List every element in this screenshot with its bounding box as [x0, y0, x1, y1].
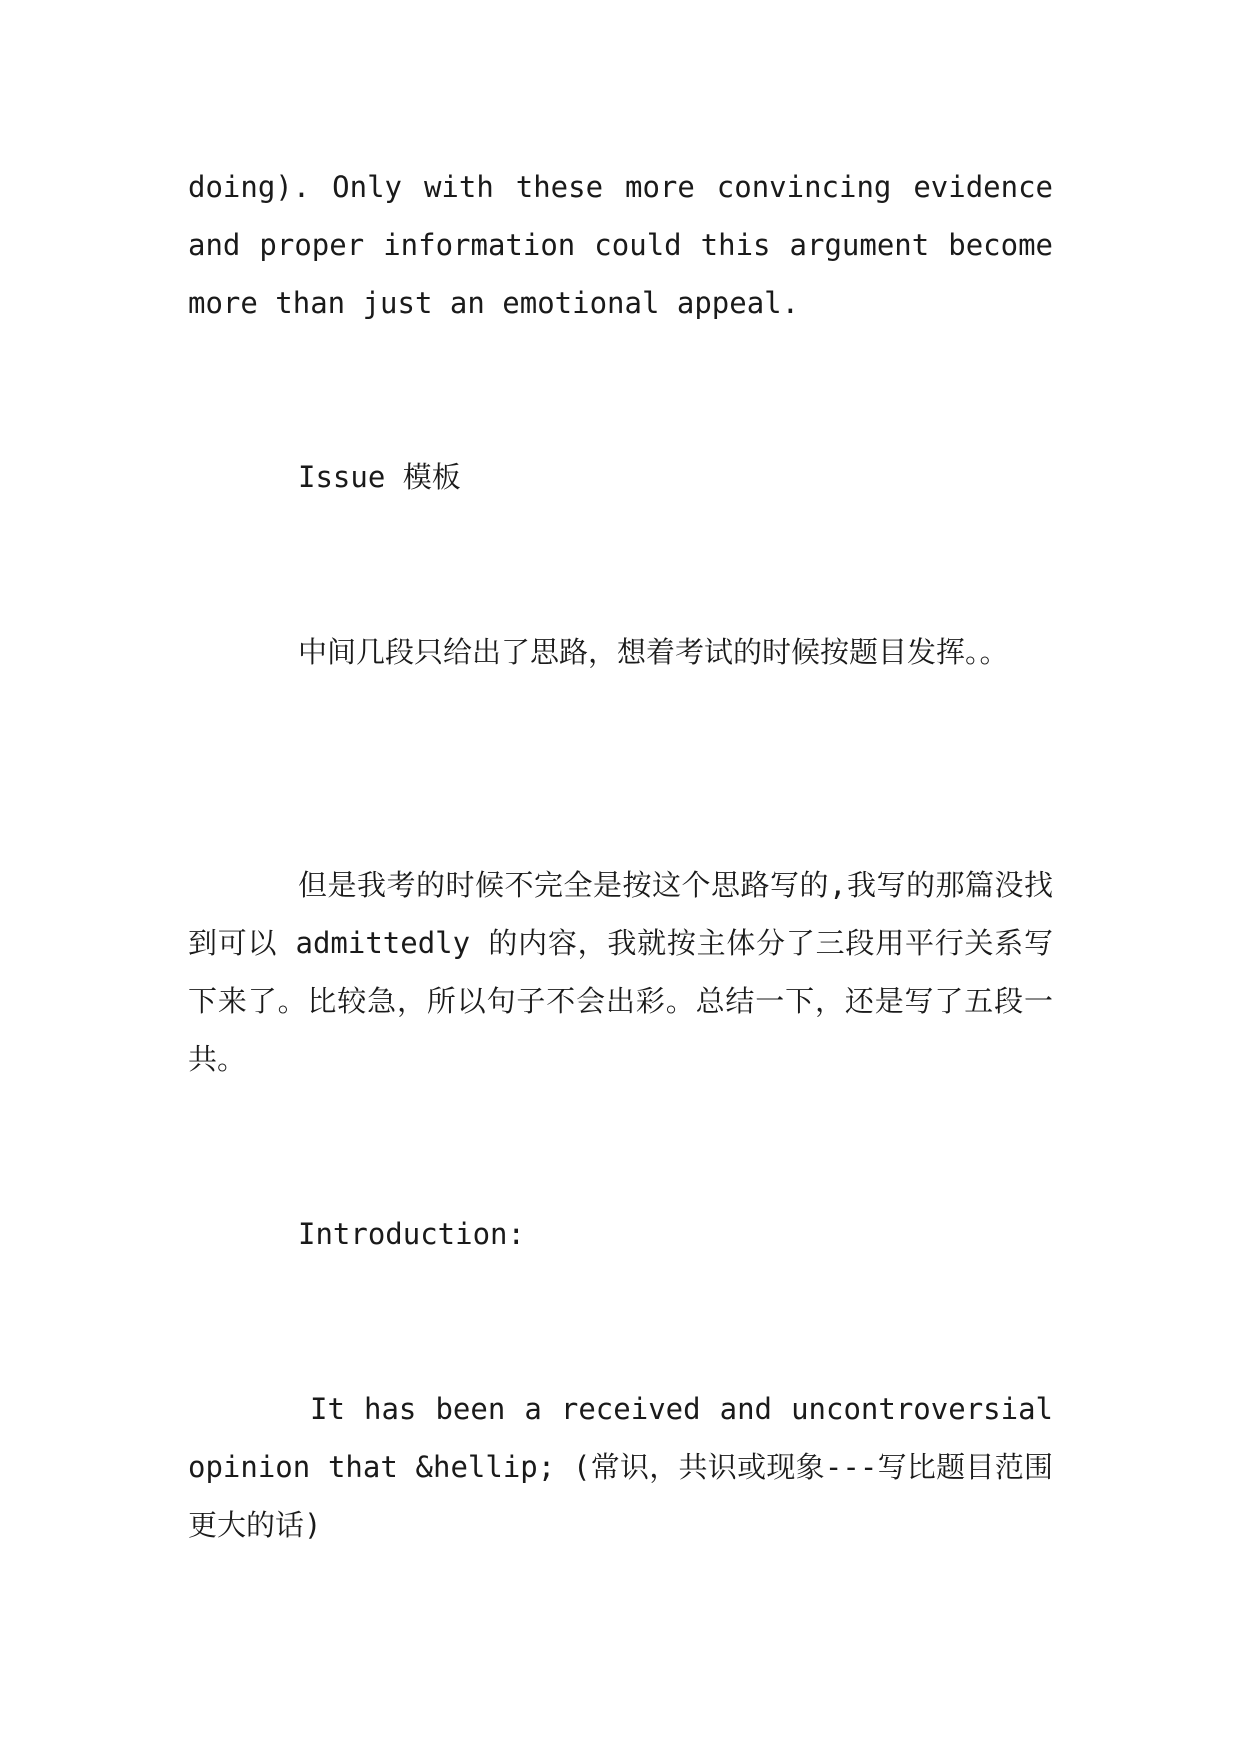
paragraph-introduction-template: It has been a received and uncontroversial opinion that &hellip; (常识，共识或现象---写比题目范围更大的话) — [188, 1392, 1053, 1542]
section-heading-issue-template: Issue 模板 — [298, 460, 461, 494]
paragraph-middle-sections-note: 中间几段只给出了思路，想着考试的时候按题目发挥。。 — [298, 635, 1009, 669]
section-heading-introduction: Introduction: — [298, 1217, 525, 1251]
paragraph-argument-conclusion: doing). Only with these more convincing evidence and proper information could this argument become more than just an emotional appeal. — [188, 170, 1053, 320]
paragraph-exam-experience: 但是我考的时候不完全是按这个思路写的,我写的那篇没找到可以 admittedly 的内容，我就按主体分了三段用平行关系写下来了。比较急，所以句子不会出彩。总结一下，还是写了五段一共。 — [188, 868, 1053, 1076]
